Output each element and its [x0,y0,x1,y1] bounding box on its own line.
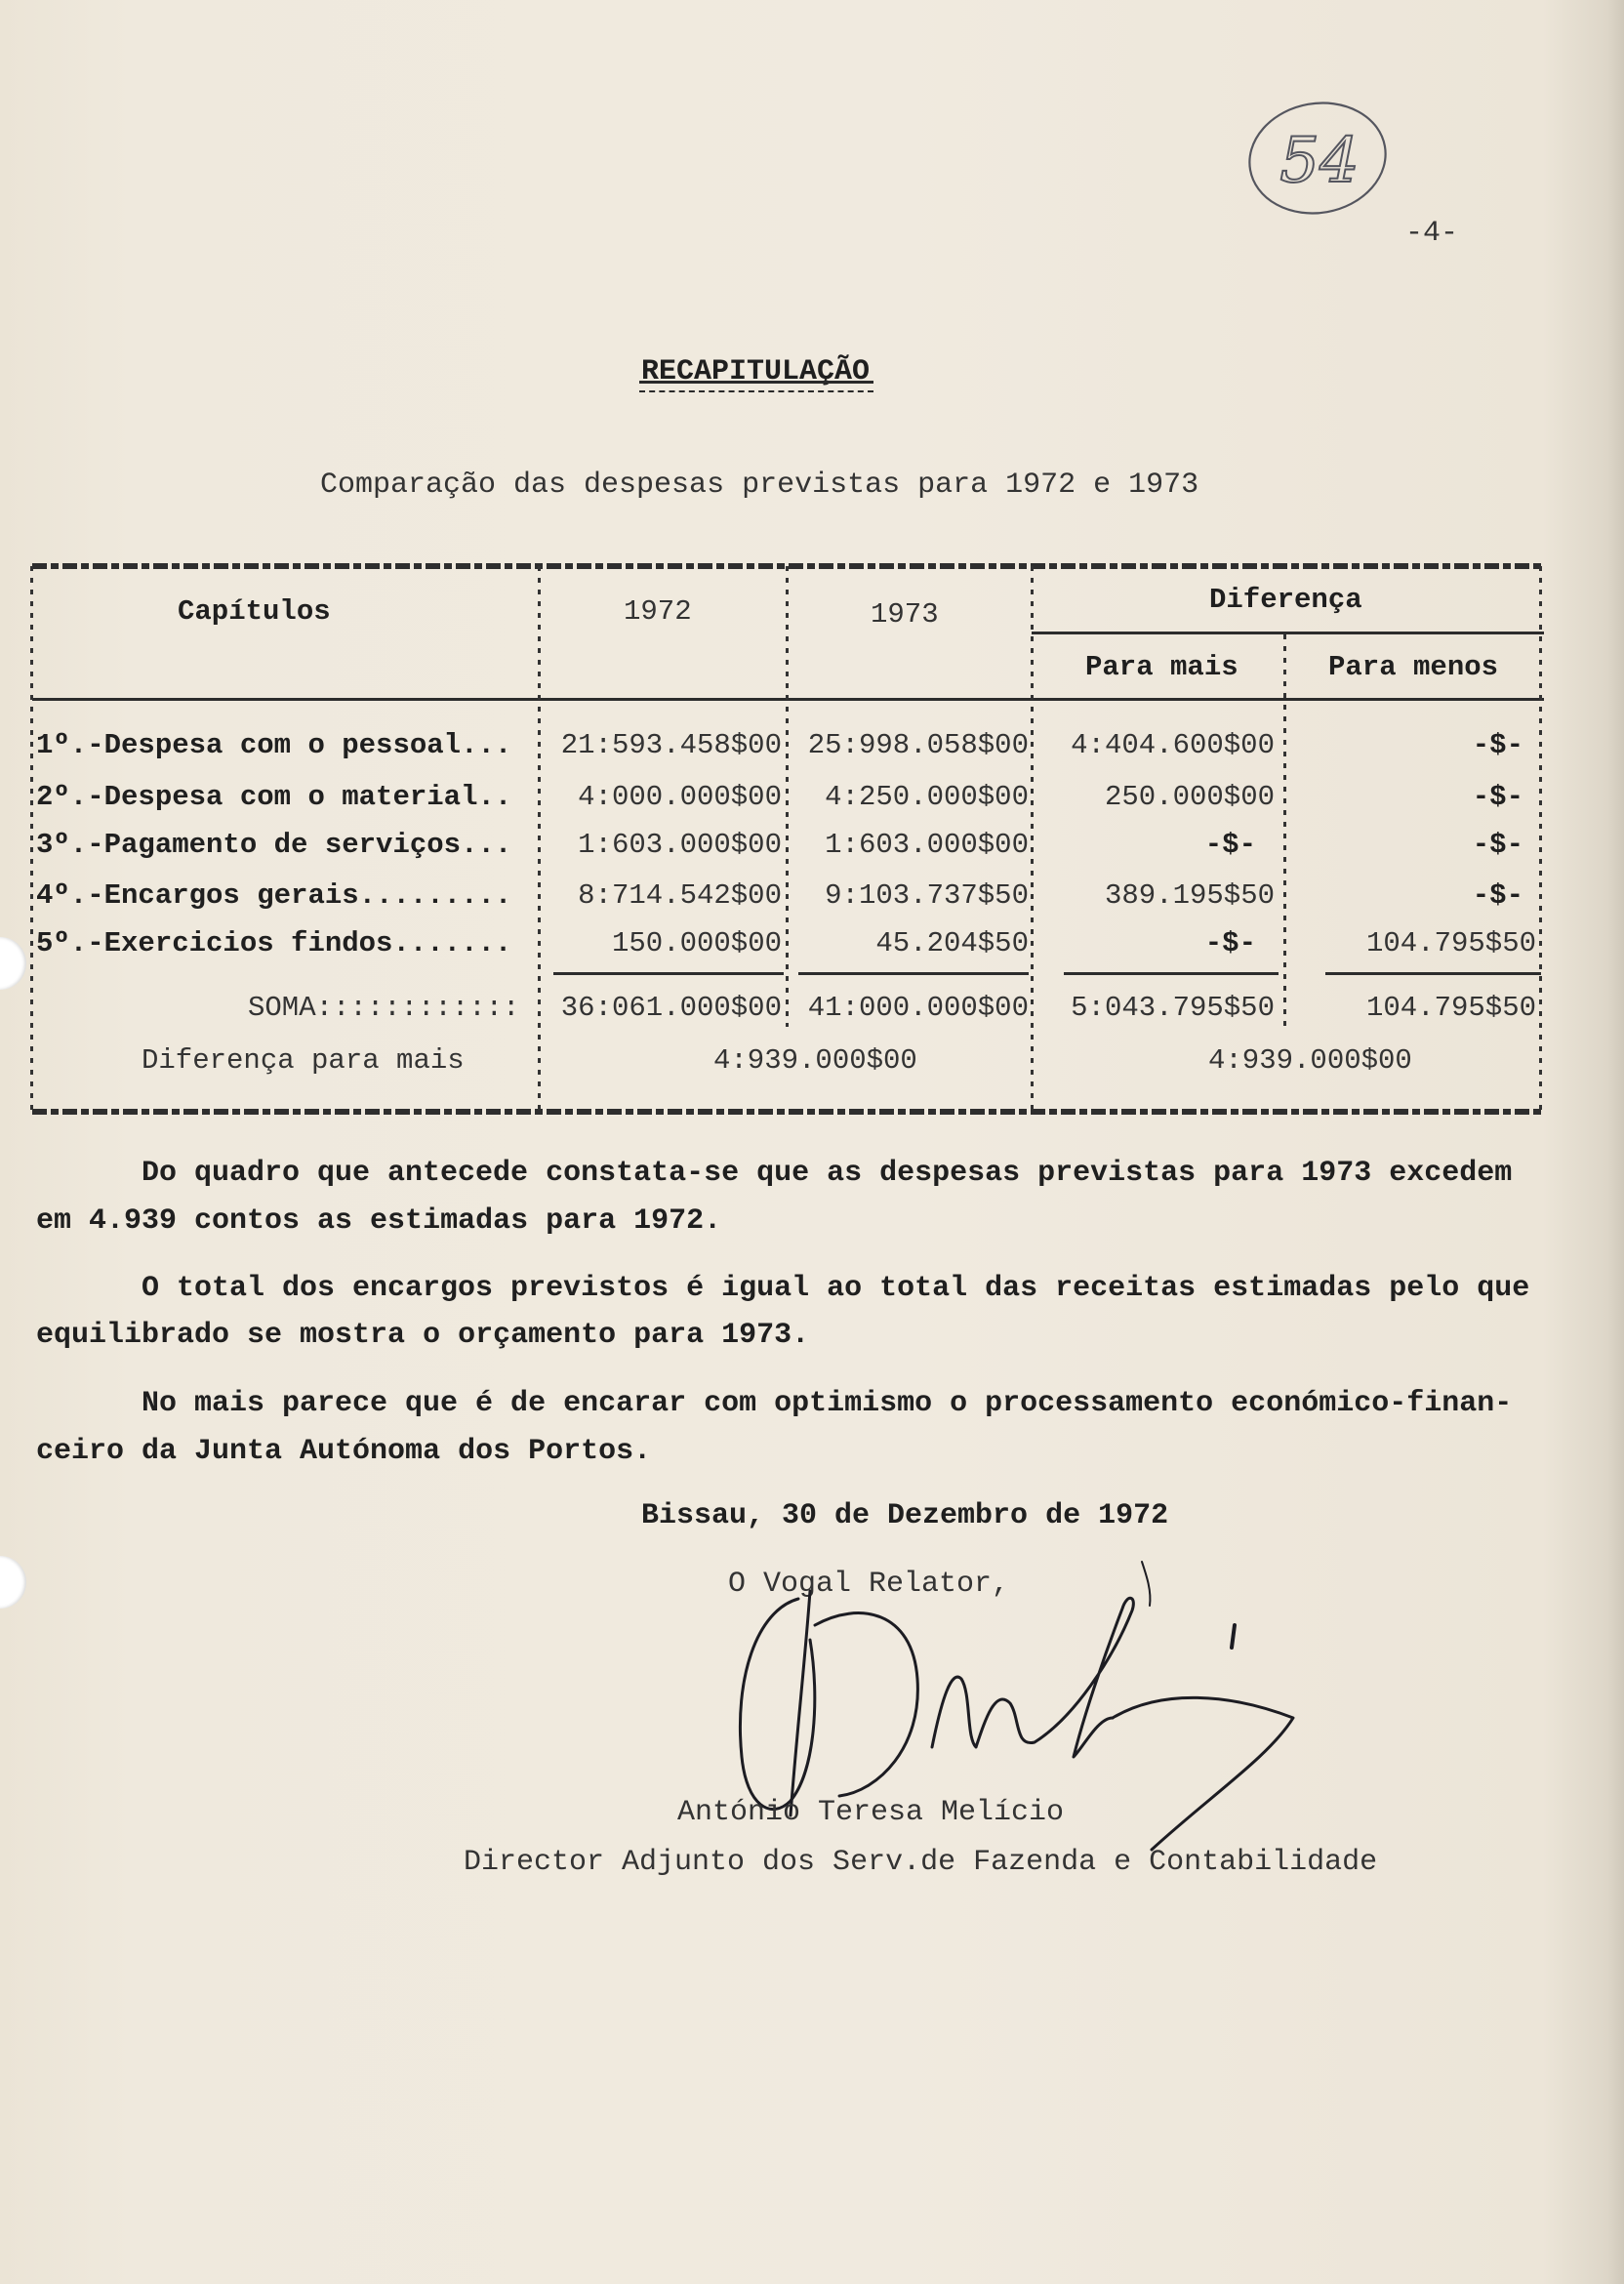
header-less: Para menos [1328,651,1499,683]
cell-1973: 9:103.737$50 [825,879,1029,912]
table-right-border [1539,566,1542,1113]
cell-1972: 4:000.000$00 [578,781,782,813]
paragraph-line: No mais parece que é de encarar com optimismo o processamento económico-finan- [142,1387,1513,1420]
punch-hole-upper [0,937,26,990]
cell-more: -$- [1204,927,1256,959]
signatory-position: Director Adjunto dos Serv.de Fazenda e Contabilidade [464,1846,1378,1879]
difference-total-value: 4:939.000$00 [1208,1044,1412,1077]
cell-1973: 1:603.000$00 [825,829,1029,861]
title-underline [639,381,873,392]
row-label: 3º.-Pagamento de serviços... [36,829,512,861]
total-1973: 41:000.000$00 [807,992,1029,1024]
cell-more: 389.195$50 [1104,879,1275,912]
cell-more: -$- [1204,829,1256,861]
sum-rule-1972 [553,972,784,975]
handwritten-folio-annotation [1241,96,1398,224]
folio-number: 54 [1279,125,1360,197]
document-title: RECAPITULAÇÃO [641,355,871,388]
document-subtitle: Comparação das despesas previstas para 1972 e 1973 [320,469,1199,502]
cell-more: 250.000$00 [1104,781,1275,813]
signatory-name: António Teresa Melício [677,1796,1065,1829]
row-label: 2º.-Despesa com o material.. [36,781,512,813]
difference-label: Diferença para mais [142,1044,465,1077]
header-chapters: Capítulos [178,595,331,628]
row-label: 1º.-Despesa com o pessoal... [36,729,512,761]
cell-less: 104.795$50 [1365,927,1536,959]
header-more: Para mais [1085,651,1238,683]
header-1972: 1972 [624,595,692,628]
header-difference: Diferença [1209,584,1362,616]
table-bottom-border [32,1109,1544,1115]
paragraph-line: em 4.939 contos as estimadas para 1972. [36,1204,722,1238]
cell-less: -$- [1472,879,1523,912]
column-divider-1972 [786,566,789,1027]
total-less: 104.795$50 [1365,992,1536,1024]
paragraph-line: equilibrado se mostra o orçamento para 1973. [36,1319,810,1352]
difference-years-value: 4:939.000$00 [713,1044,917,1077]
difference-subheader-rule [1032,632,1544,634]
column-divider-1973 [1031,566,1034,1113]
paragraph-line: ceiro da Junta Autónoma dos Portos. [36,1435,652,1468]
total-1972: 36:061.000$00 [560,992,782,1024]
paragraph-line: O total dos encargos previstos é igual ao total das receitas estimadas pelo que [142,1272,1530,1305]
total-more: 5:043.795$50 [1071,992,1275,1024]
place-and-date: Bissau, 30 de Dezembro de 1972 [641,1499,1169,1532]
cell-1973: 4:250.000$00 [825,781,1029,813]
page-number: -4- [1405,217,1459,250]
column-divider-difference [1283,634,1286,1027]
cell-1973: 45.204$50 [875,927,1029,959]
sum-rule-1973 [798,972,1029,975]
header-1973: 1973 [871,598,939,631]
cell-1973: 25:998.058$00 [807,729,1029,761]
sum-rule-less [1325,972,1541,975]
punch-hole-lower [0,1556,26,1609]
row-label: 5º.-Exercicios findos....... [36,927,512,959]
cell-more: 4:404.600$00 [1071,729,1275,761]
row-label: 4º.-Encargos gerais......... [36,879,512,912]
table-left-border [30,566,33,1113]
cell-less: -$- [1472,729,1523,761]
cell-1972: 150.000$00 [611,927,782,959]
total-label: SOMA:::::::::::: [248,992,520,1024]
column-divider-chapters [538,566,541,1113]
cell-less: -$- [1472,829,1523,861]
cell-1972: 1:603.000$00 [578,829,782,861]
signatory-role: O Vogal Relator, [728,1568,1010,1601]
sum-rule-more [1064,972,1279,975]
cell-1972: 8:714.542$00 [578,879,782,912]
cell-less: -$- [1472,781,1523,813]
cell-1972: 21:593.458$00 [560,729,782,761]
paragraph-line: Do quadro que antecede constata-se que as despesas previstas para 1973 excedem [142,1157,1513,1190]
